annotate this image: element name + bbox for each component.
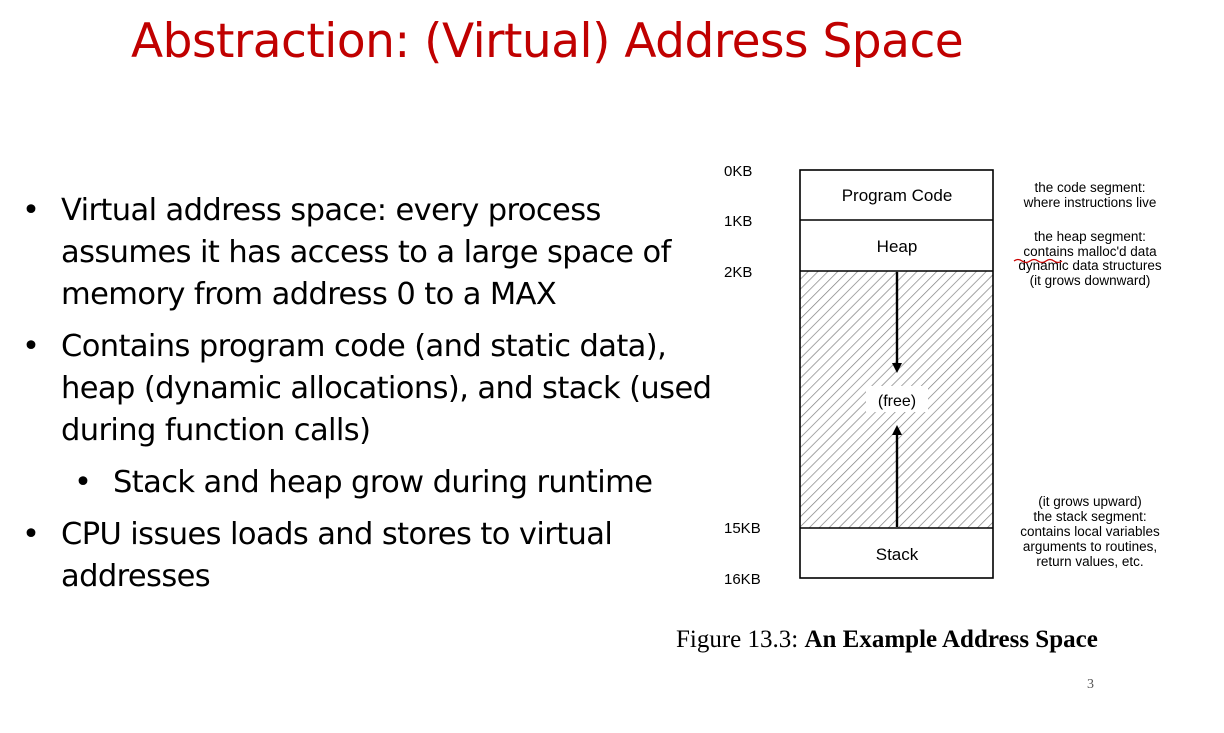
address-label: 1KB <box>724 213 753 230</box>
bullet-text: CPU issues loads and stores to virtual addresses <box>61 517 613 594</box>
segment-label-code: Program Code <box>841 186 953 205</box>
annotation-heap-line: (it grows downward) <box>1029 273 1151 288</box>
bullet-marker: • <box>74 465 92 500</box>
address-label: 0KB <box>724 163 753 180</box>
caption-prefix: Figure 13.3: <box>676 626 799 653</box>
slide-title: Abstraction: (Virtual) Address Space <box>131 14 964 69</box>
page-number: 3 <box>1087 677 1094 692</box>
annotation-stack-line: contains local variables <box>1020 524 1160 539</box>
bullet-text: Stack and heap grow during runtime <box>113 465 653 500</box>
annotation-stack-line: return values, etc. <box>1036 554 1144 569</box>
annotation-stack-line: arguments to routines, <box>1022 539 1158 554</box>
bullet-text: Contains program code (and static data), heap (dynamic allocations), and stack (used during function calls) <box>61 329 712 448</box>
figure-caption <box>676 626 1098 654</box>
address-label: 15KB <box>724 520 761 537</box>
annotation-heap-line: dynamic data structures <box>1018 258 1162 273</box>
bullet-marker: • <box>22 517 40 552</box>
address-label: 2KB <box>724 264 753 281</box>
annotation-stack-line: the stack segment: <box>1033 509 1147 524</box>
annotation-code-line: the code segment: <box>1034 180 1146 195</box>
segment-label-free: (free) <box>877 393 917 410</box>
segment-label-heap: Heap <box>876 237 918 256</box>
bullet-text: Virtual address space: every process assumes it has access to a large space of memory from address 0 to a MAX <box>61 193 671 312</box>
annotation-heap-line: contains malloc'd data <box>1023 244 1157 259</box>
bullet-marker: • <box>22 329 40 364</box>
annotation-heap-line: the heap segment: <box>1034 229 1146 244</box>
annotation-code-line: where instructions live <box>1023 195 1157 210</box>
segment-label-stack: Stack <box>875 545 919 564</box>
bullet-marker: • <box>22 193 40 228</box>
caption-title: An Example Address Space <box>804 626 1098 653</box>
annotation-stack-line: (it grows upward) <box>1038 494 1142 509</box>
address-label: 16KB <box>724 571 761 588</box>
